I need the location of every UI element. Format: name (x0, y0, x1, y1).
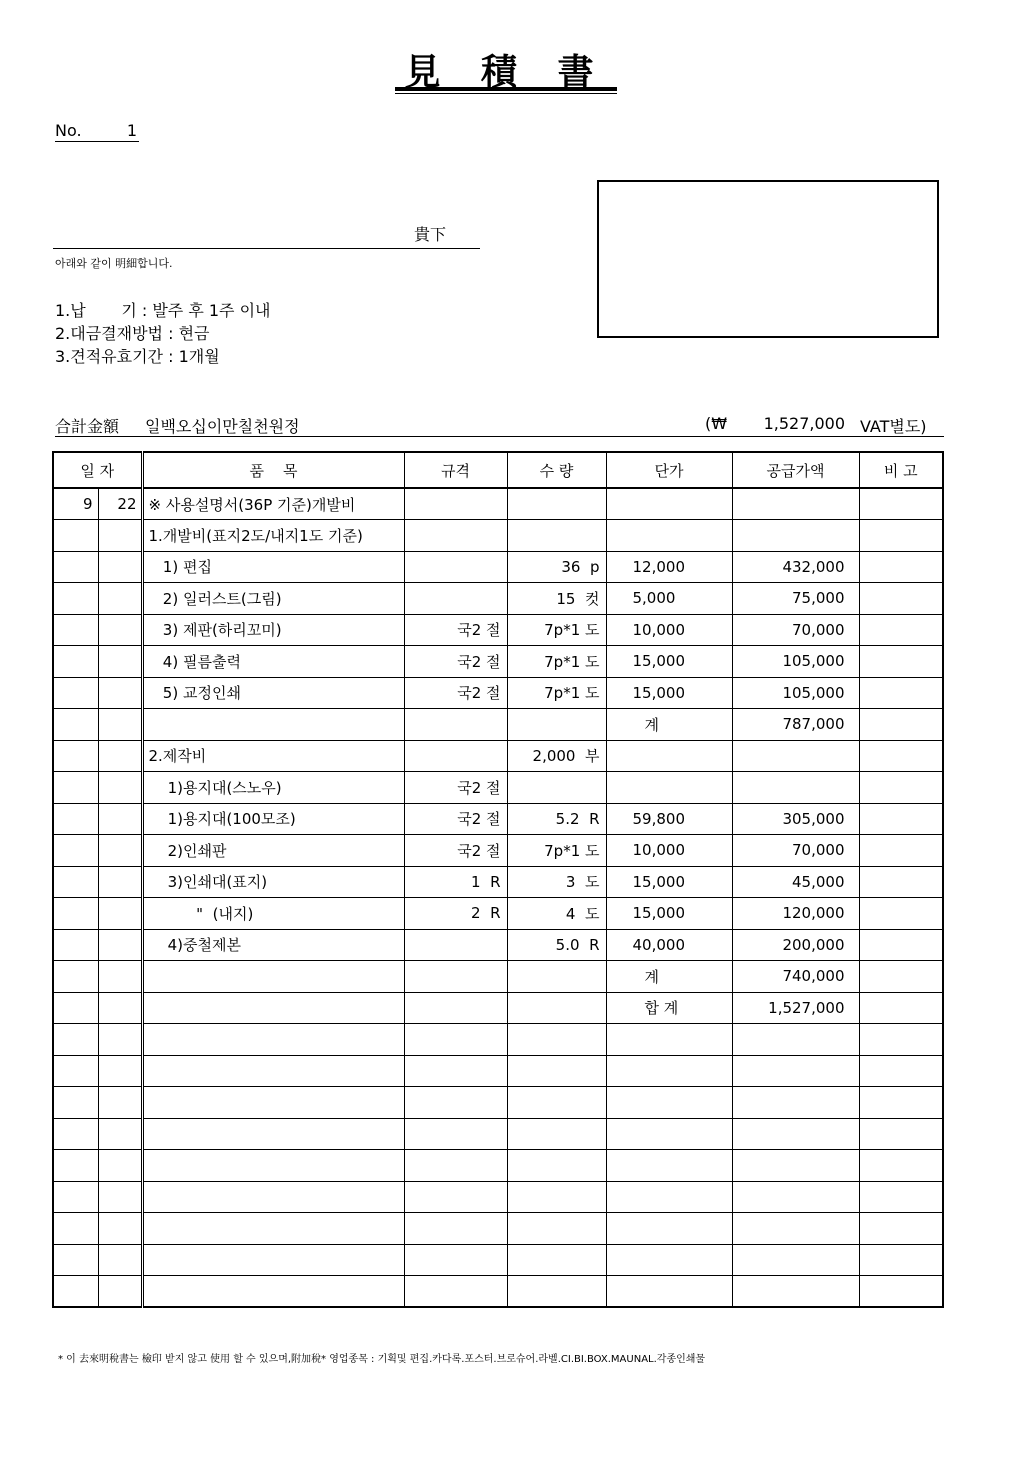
row-item (142, 992, 404, 1024)
row-qty: 3 도 (507, 866, 606, 898)
row-day (98, 583, 142, 615)
table-row (53, 1276, 943, 1308)
row-price (606, 1244, 732, 1276)
row-day: 22 (98, 488, 142, 520)
row-month (53, 1213, 98, 1245)
row-qty (507, 488, 606, 520)
row-price: 15,000 (606, 866, 732, 898)
row-note (859, 1181, 943, 1213)
row-amount: 787,000 (732, 709, 859, 741)
row-note (859, 1055, 943, 1087)
row-day (98, 1087, 142, 1119)
row-price (606, 740, 732, 772)
row-qty: 5.2 R (507, 803, 606, 835)
row-item (142, 961, 404, 993)
row-month (53, 992, 98, 1024)
row-amount: 45,000 (732, 866, 859, 898)
row-item: 1.개발비(표지2도/내지1도 기준) (142, 520, 404, 552)
row-spec (404, 1244, 507, 1276)
row-day (98, 1118, 142, 1150)
row-amount (732, 1150, 859, 1182)
row-spec: 1 R (404, 866, 507, 898)
row-price (606, 772, 732, 804)
row-amount: 740,000 (732, 961, 859, 993)
row-note (859, 835, 943, 867)
table-row (53, 646, 943, 678)
row-qty (507, 520, 606, 552)
row-amount (732, 488, 859, 520)
row-price: 15,000 (606, 646, 732, 678)
row-note (859, 520, 943, 552)
row-month (53, 583, 98, 615)
condition-payment: 2.대금결재방법 : 현금 (55, 324, 210, 343)
row-qty: 5.0 R (507, 929, 606, 961)
row-spec: 2 R (404, 898, 507, 930)
table-row (53, 929, 943, 961)
row-item: " (내지) (142, 898, 404, 930)
row-price: 계 (606, 961, 732, 993)
row-price (606, 488, 732, 520)
row-day (98, 898, 142, 930)
row-month (53, 1244, 98, 1276)
row-price (606, 1213, 732, 1245)
row-price (606, 1150, 732, 1182)
condition-delivery: 1.납 기 : 발주 후 1주 이내 (55, 301, 271, 320)
row-item: 4)중철제본 (142, 929, 404, 961)
document-number-label: No. (55, 121, 82, 140)
row-amount (732, 772, 859, 804)
row-month (53, 1181, 98, 1213)
table-row (53, 583, 943, 615)
row-amount (732, 1024, 859, 1056)
row-amount: 1,527,000 (732, 992, 859, 1024)
total-amount: 1,527,000 (763, 414, 845, 433)
table-row (53, 488, 943, 520)
table-row (53, 1118, 943, 1150)
row-month (53, 520, 98, 552)
row-note (859, 866, 943, 898)
currency-symbol: (₩ (705, 414, 728, 433)
row-month (53, 709, 98, 741)
row-spec (404, 583, 507, 615)
row-day (98, 646, 142, 678)
total-amount-line (55, 414, 944, 437)
row-amount (732, 1118, 859, 1150)
row-amount (732, 1055, 859, 1087)
row-price: 10,000 (606, 614, 732, 646)
row-amount: 200,000 (732, 929, 859, 961)
row-note (859, 677, 943, 709)
footer-note: * 이 去來明稅書는 檢印 받지 않고 使用 할 수 있으며,附加稅* 영업종목 : 기획및 편집.카다록.포스터.브로슈어.라벨.CI.BI.BOX.MAUNAL.각종인쇄물 (58, 1354, 706, 1365)
header-note: 비 고 (859, 452, 943, 488)
table-row (53, 772, 943, 804)
row-qty (507, 1087, 606, 1119)
row-item (142, 1024, 404, 1056)
row-qty: 7p*1 도 (507, 677, 606, 709)
row-qty (507, 1055, 606, 1087)
row-item (142, 1244, 404, 1276)
row-amount: 432,000 (732, 551, 859, 583)
row-day (98, 520, 142, 552)
row-day (98, 1055, 142, 1087)
row-note (859, 709, 943, 741)
row-note (859, 898, 943, 930)
row-day (98, 551, 142, 583)
row-amount: 120,000 (732, 898, 859, 930)
row-price (606, 1087, 732, 1119)
row-price (606, 1181, 732, 1213)
row-qty: 7p*1 도 (507, 835, 606, 867)
row-month (53, 1024, 98, 1056)
row-spec (404, 929, 507, 961)
row-note (859, 488, 943, 520)
row-price: 합 계 (606, 992, 732, 1024)
row-day (98, 835, 142, 867)
row-month (53, 961, 98, 993)
row-spec: 국2 절 (404, 677, 507, 709)
table-row (53, 961, 943, 993)
table-row (53, 709, 943, 741)
table-header-row (53, 452, 943, 488)
row-amount: 105,000 (732, 646, 859, 678)
table-row (53, 835, 943, 867)
row-item (142, 1087, 404, 1119)
table-row (53, 1055, 943, 1087)
row-spec (404, 740, 507, 772)
row-item: 2.제작비 (142, 740, 404, 772)
row-price: 15,000 (606, 898, 732, 930)
row-qty (507, 772, 606, 804)
row-item: ※ 사용설명서(36P 기준)개발비 (142, 488, 404, 520)
row-month (53, 740, 98, 772)
row-amount: 70,000 (732, 835, 859, 867)
table-row (53, 898, 943, 930)
row-day (98, 1181, 142, 1213)
row-day (98, 614, 142, 646)
row-item: 1) 편집 (142, 551, 404, 583)
row-note (859, 614, 943, 646)
row-month (53, 803, 98, 835)
row-item (142, 1055, 404, 1087)
row-qty (507, 1150, 606, 1182)
row-month (53, 772, 98, 804)
row-month (53, 898, 98, 930)
total-label: 合計金額 (55, 417, 120, 436)
row-spec (404, 709, 507, 741)
row-price (606, 520, 732, 552)
row-spec: 국2 절 (404, 803, 507, 835)
row-spec (404, 520, 507, 552)
row-item (142, 1150, 404, 1182)
condition-validity: 3.견적유효기간 : 1개월 (55, 347, 220, 366)
table-row (53, 803, 943, 835)
row-note (859, 740, 943, 772)
row-item: 5) 교정인쇄 (142, 677, 404, 709)
row-month (53, 677, 98, 709)
header-amount: 공급가액 (732, 452, 859, 488)
row-qty (507, 1276, 606, 1308)
row-note (859, 1087, 943, 1119)
table-row (53, 740, 943, 772)
estimate-table (52, 451, 944, 1308)
row-price (606, 1024, 732, 1056)
row-note (859, 929, 943, 961)
row-amount: 75,000 (732, 583, 859, 615)
row-day (98, 1024, 142, 1056)
document-number-value: 1 (126, 121, 137, 140)
row-day (98, 866, 142, 898)
row-price: 5,000 (606, 583, 732, 615)
supplier-stamp-box (597, 180, 939, 338)
row-qty (507, 1213, 606, 1245)
row-spec (404, 1118, 507, 1150)
title-underline (395, 87, 617, 94)
header-item: 품 목 (142, 452, 404, 488)
table-row (53, 677, 943, 709)
row-day (98, 1244, 142, 1276)
row-day (98, 1276, 142, 1308)
row-month (53, 646, 98, 678)
row-month (53, 835, 98, 867)
row-note (859, 583, 943, 615)
row-spec (404, 1276, 507, 1308)
row-note (859, 772, 943, 804)
row-item: 4) 필름출력 (142, 646, 404, 678)
row-amount: 105,000 (732, 677, 859, 709)
row-note (859, 551, 943, 583)
row-qty (507, 1244, 606, 1276)
row-spec: 국2 절 (404, 646, 507, 678)
row-price: 40,000 (606, 929, 732, 961)
row-item: 3) 제판(하리꼬미) (142, 614, 404, 646)
row-note (859, 803, 943, 835)
row-price: 계 (606, 709, 732, 741)
table-row (53, 520, 943, 552)
row-amount (732, 1087, 859, 1119)
row-day (98, 1150, 142, 1182)
row-price (606, 1276, 732, 1308)
row-price: 12,000 (606, 551, 732, 583)
row-item (142, 709, 404, 741)
row-day (98, 992, 142, 1024)
row-item: 2)인쇄판 (142, 835, 404, 867)
row-spec (404, 1024, 507, 1056)
row-qty (507, 961, 606, 993)
row-price: 10,000 (606, 835, 732, 867)
table-row (53, 866, 943, 898)
row-item: 3)인쇄대(표지) (142, 866, 404, 898)
table-row (53, 1024, 943, 1056)
row-month (53, 1276, 98, 1308)
recipient-suffix: 貴下 (413, 225, 446, 244)
row-price (606, 1118, 732, 1150)
row-item: 2) 일러스트(그림) (142, 583, 404, 615)
row-note (859, 646, 943, 678)
table-row (53, 1213, 943, 1245)
row-qty: 15 컷 (507, 583, 606, 615)
row-note (859, 961, 943, 993)
row-note (859, 1024, 943, 1056)
row-amount: 305,000 (732, 803, 859, 835)
row-note (859, 1118, 943, 1150)
row-note (859, 1276, 943, 1308)
recipient-line (53, 222, 480, 249)
row-price: 15,000 (606, 677, 732, 709)
row-qty: 7p*1 도 (507, 614, 606, 646)
row-qty: 7p*1 도 (507, 646, 606, 678)
row-item: 1)용지대(스노우) (142, 772, 404, 804)
row-spec (404, 1150, 507, 1182)
table-row (53, 551, 943, 583)
row-item (142, 1276, 404, 1308)
row-qty: 36 p (507, 551, 606, 583)
row-spec (404, 1181, 507, 1213)
row-day (98, 677, 142, 709)
document-title: 見 積 書 (404, 51, 608, 93)
row-qty (507, 1181, 606, 1213)
document-number (55, 121, 139, 142)
row-amount (732, 1276, 859, 1308)
row-spec: 국2 절 (404, 835, 507, 867)
row-month (53, 1087, 98, 1119)
table-row (53, 1087, 943, 1119)
row-note (859, 1244, 943, 1276)
row-note (859, 1213, 943, 1245)
row-price: 59,800 (606, 803, 732, 835)
row-spec (404, 1213, 507, 1245)
row-qty (507, 709, 606, 741)
row-day (98, 1213, 142, 1245)
row-day (98, 740, 142, 772)
row-amount (732, 1213, 859, 1245)
table-row (53, 1181, 943, 1213)
row-amount (732, 740, 859, 772)
row-month (53, 1118, 98, 1150)
row-amount (732, 520, 859, 552)
row-spec (404, 1087, 507, 1119)
table-row (53, 1244, 943, 1276)
row-spec: 국2 절 (404, 614, 507, 646)
row-month (53, 929, 98, 961)
row-spec (404, 1055, 507, 1087)
table-row (53, 614, 943, 646)
row-note (859, 1150, 943, 1182)
row-month (53, 1150, 98, 1182)
row-item (142, 1118, 404, 1150)
row-amount (732, 1181, 859, 1213)
row-spec (404, 551, 507, 583)
row-amount: 70,000 (732, 614, 859, 646)
total-in-words: 일백오십이만칠천원정 (145, 417, 300, 436)
row-spec: 국2 절 (404, 772, 507, 804)
row-day (98, 772, 142, 804)
row-month: 9 (53, 488, 98, 520)
row-price (606, 1055, 732, 1087)
row-qty: 4 도 (507, 898, 606, 930)
row-day (98, 961, 142, 993)
row-spec (404, 961, 507, 993)
row-spec (404, 488, 507, 520)
row-month (53, 866, 98, 898)
row-qty (507, 1118, 606, 1150)
row-month (53, 614, 98, 646)
row-day (98, 709, 142, 741)
row-qty: 2,000 부 (507, 740, 606, 772)
table-row (53, 992, 943, 1024)
table-row (53, 1150, 943, 1182)
row-month (53, 1055, 98, 1087)
row-qty (507, 1024, 606, 1056)
header-qty: 수 량 (507, 452, 606, 488)
row-item (142, 1213, 404, 1245)
header-date: 일 자 (53, 452, 142, 488)
header-price: 단가 (606, 452, 732, 488)
row-item (142, 1181, 404, 1213)
row-amount (732, 1244, 859, 1276)
row-item: 1)용지대(100모조) (142, 803, 404, 835)
row-spec (404, 992, 507, 1024)
row-month (53, 551, 98, 583)
row-qty (507, 992, 606, 1024)
row-day (98, 803, 142, 835)
vat-note: VAT별도) (860, 417, 927, 436)
intro-text: 아래와 같이 明細합니다. (55, 257, 173, 270)
row-day (98, 929, 142, 961)
row-note (859, 992, 943, 1024)
header-spec: 규격 (404, 452, 507, 488)
